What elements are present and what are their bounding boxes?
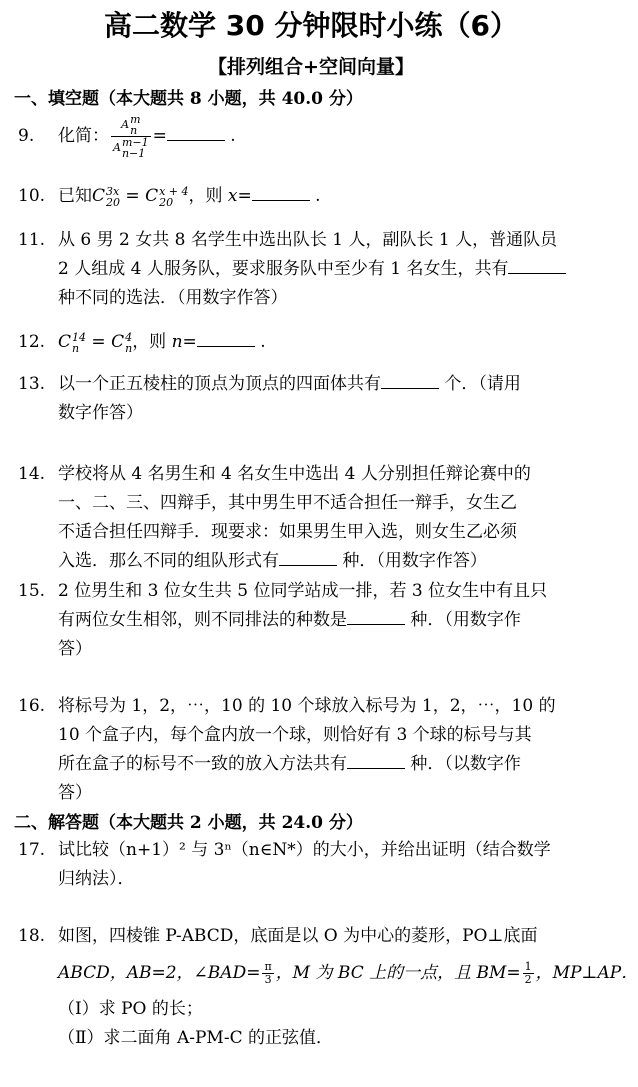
question-number: 16. [18, 696, 46, 716]
fraction: A m n A m−1 n−1 [113, 113, 149, 160]
question-number: 17. [18, 840, 46, 860]
question-number: 9. [18, 126, 35, 146]
question-11: 11. 从 6 男 2 女共 8 名学生中选出队长 1 人，副队长 1 人，普通队员 2 人组成 4 人服务队，要求服务队中至少有 1 名女生，共有 种不同的选法．（用数字作答） [18, 226, 608, 313]
question-number: 13. [18, 374, 46, 394]
question-14: 14. 学校将从 4 名男生和 4 名女生中选出 4 人分别担任辩论赛中的 一、二、三、四辩手，其中男生甲不适合担任一辩手，女生乙 不适合担任四辩手．现要求：如果男生甲入选，则女生乙必须 入选．那么不同的组队形式有 种．（用数字作答） [18, 464, 531, 571]
question-number: 11. [18, 230, 46, 250]
answer-blank[interactable] [381, 374, 439, 389]
page-title: 高二数学 30 分钟限时小练（6） [104, 9, 518, 42]
answer-blank[interactable] [167, 126, 225, 141]
fraction-pi-over-3: $\frac{\pi}{3}$ [264, 960, 272, 986]
question-9: 9. 化简： A m n A m−1 n−1 = . [18, 113, 236, 160]
question-number: 18. [18, 926, 46, 946]
answer-blank[interactable] [347, 754, 405, 769]
section-problems: 二、解答题（本大题共 2 小题，共 24.0 分） [14, 813, 363, 833]
answer-blank[interactable] [252, 186, 310, 201]
answer-blank[interactable] [279, 551, 337, 566]
question-10: 10. 已知C 3x 20 = C x + 4 20 ，则 x= . [18, 184, 321, 209]
question-13: 13. 以一个正五棱柱的顶点为顶点的四面体共有 个．（请用 数字作答） [18, 374, 521, 423]
fraction-one-half: $\frac{1}{2}$ [524, 960, 532, 986]
question-number: 12. [18, 332, 46, 352]
answer-blank[interactable] [197, 332, 255, 347]
question-number: 15. [18, 581, 46, 601]
answer-blank[interactable] [508, 259, 566, 274]
section-fill-in-blank: 一、填空题（本大题共 8 小题，共 40.0 分） [14, 89, 363, 109]
answer-blank[interactable] [347, 610, 405, 625]
question-12: 12. C 14 n = C 4 n ，则 n= . [18, 330, 266, 355]
question-15: 15. 2 位男生和 3 位女生共 5 位同学站成一排，若 3 位女生中有且只 有两位女生相邻，则不同排法的种数是 种．（用数字作 答） [18, 581, 548, 659]
question-16: 16. 将标号为 1，2，⋯，10 的 10 个球放入标号为 1，2，⋯，10 的 10 个盒子内，每个盒内放一个球，则恰好有 3 个球的标号与其 所在盒子的标号不一致的放入方法共有 种．（以数字作 答） [18, 696, 556, 803]
question-number: 10. [18, 186, 46, 206]
page-subtitle: 【排列组合+空间向量】 [208, 56, 414, 78]
question-17: 17. 试比较（n+1）² 与 3ⁿ（n∈N*）的大小，并给出证明（结合数学 归纳法）． [18, 840, 551, 889]
question-text: 化简： [58, 126, 109, 146]
question-number: 14. [18, 464, 46, 484]
question-18: 18. 如图，四棱锥 P-ABCD，底面是以 O 为中心的菱形，PO⊥底面 ABCD，AB=2，∠BAD= $\frac{\pi}{3}$ ，M 为 BC 上的一点，且 BM= $\frac{1}{2}$ ，MP⊥AP． （Ⅰ）求 PO 的长； （Ⅱ）求二面角 A-PM-C 的正弦值． [18, 926, 638, 1048]
